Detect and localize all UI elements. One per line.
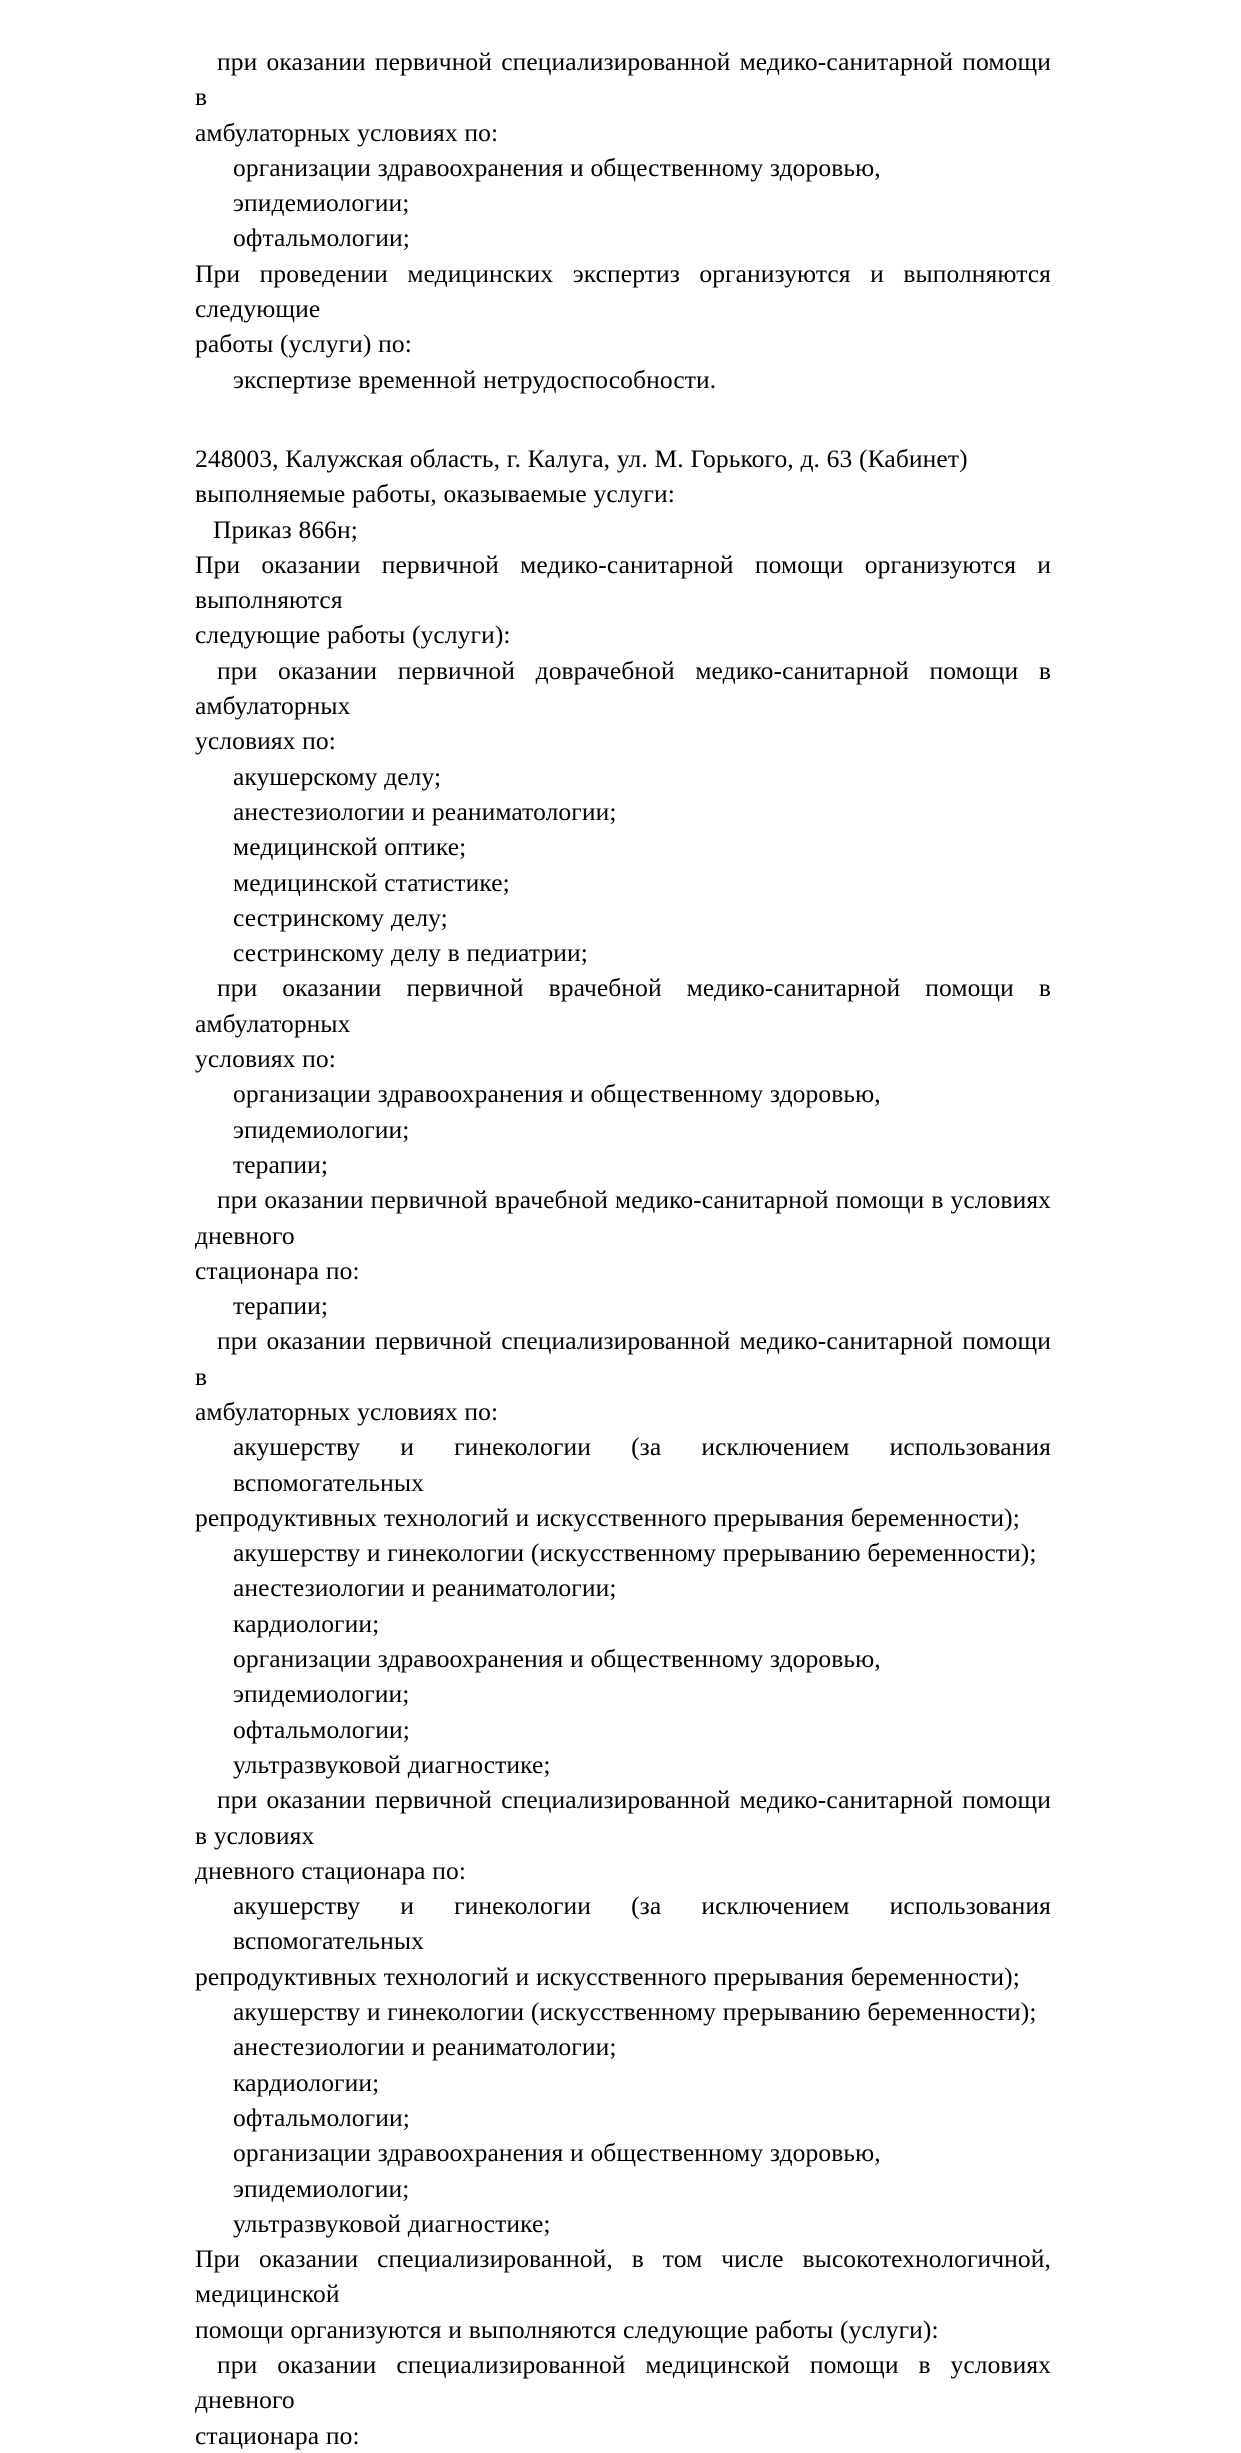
paragraph-primary-care-intro: [195, 547, 1051, 618]
paragraph-physician-outpatient-cont: [195, 1041, 1051, 1076]
list-item-medical-optics: [195, 829, 1051, 864]
section-primary-care: [195, 547, 1051, 2241]
text-line: следующие работы (услуги):: [195, 620, 511, 650]
text-line: акушерскому делу;: [233, 761, 442, 791]
text-line: при оказании первичной специализированной медико-санитарной помощи в: [195, 1326, 1051, 1391]
text-line: организации здравоохранения и общественному здоровью, эпидемиологии;: [233, 1644, 881, 1709]
list-item-health-org-epidemiology: [195, 150, 1051, 221]
paragraph-pre-medical-outpatient: [195, 653, 1051, 724]
text-line: терапии;: [233, 1149, 329, 1179]
list-item-therapy-2: [195, 1288, 1051, 1323]
list-item-obstetrics-gynecology-abortion-2: [195, 1994, 1051, 2029]
list-item-obstetrics-gynecology-excl-2-cont: [195, 1959, 1051, 1994]
text-line: экспертизе временной нетрудоспособности.: [233, 364, 717, 394]
text-line: кардиологии;: [233, 1608, 380, 1638]
text-line: стационара по:: [195, 1255, 360, 1285]
works-services-subtitle: [195, 476, 1051, 511]
paragraph-specialized-hightech-intro: [195, 2241, 1051, 2312]
text-line: При оказании первичной медико-санитарной помощи организуются и выполняются: [195, 549, 1051, 615]
text-line: репродуктивных технологий и искусственного прерывания беременности);: [195, 1961, 1020, 1991]
paragraph-pre-medical-outpatient-cont: [195, 723, 1051, 758]
text-line: медицинской оптике;: [233, 832, 467, 862]
list-item-health-org-epidemiology-2: [195, 1076, 1051, 1147]
text-line: При оказании специализированной, в том числе высокотехнологичной, медицинской: [195, 2244, 1051, 2309]
paragraph-physician-day-hospital: [195, 1182, 1051, 1253]
text-line: сестринскому делу;: [233, 902, 448, 932]
text-line: ультразвуковой диагностике;: [233, 1749, 551, 1779]
text-line: работы (услуги) по:: [195, 329, 412, 359]
text-line: акушерству и гинекологии (искусственному прерыванию беременности);: [233, 1538, 1037, 1568]
text-line: акушерству и гинекологии (искусственному прерыванию беременности);: [233, 1997, 1037, 2027]
text-line: при оказании первичной врачебной медико-санитарной помощи в условиях дневного: [195, 1185, 1051, 1250]
text-line: при оказании первичной доврачебной медико-санитарной помощи в амбулаторных: [195, 655, 1051, 721]
list-item-anesthesiology-resuscitation: [195, 794, 1051, 829]
list-item-obstetrics-gynecology-excl-cont: [195, 1500, 1051, 1535]
text-line: при оказании первичной специализированной медико-санитарной помощи в: [195, 47, 1051, 112]
paragraph-primary-specialized-outpatient-cont: [195, 115, 1051, 150]
list-item-temporary-disability-expertise: [195, 362, 1051, 397]
text-line: сестринскому делу в педиатрии;: [233, 938, 588, 968]
paragraph-primary-specialized-outpatient: [195, 44, 1051, 115]
text-line: организации здравоохранения и общественному здоровью, эпидемиологии;: [233, 1079, 881, 1144]
paragraph-specialized-hightech-intro-cont: [195, 2312, 1051, 2347]
section-specialized-care: [195, 2241, 1051, 2453]
list-item-medical-statistics: [195, 865, 1051, 900]
text-line: Приказ 866н;: [213, 514, 358, 544]
list-item-cardiology-2: [195, 2065, 1051, 2100]
text-line: офтальмологии;: [233, 2102, 410, 2132]
paragraph-physician-outpatient: [195, 970, 1051, 1041]
text-line: помощи организуются и выполняются следующие работы (услуги):: [195, 2314, 939, 2344]
list-item-ultrasound-diagnostics-2: [195, 2206, 1051, 2241]
paragraph-specialized-day-hospital: [195, 1782, 1051, 1853]
text-line: стационара по:: [195, 2420, 360, 2450]
text-line: акушерству и гинекологии (за исключением использования вспомогательных: [233, 1432, 1051, 1497]
paragraph-primary-care-intro-cont: [195, 617, 1051, 652]
list-item-pediatric-nursing: [195, 935, 1051, 970]
list-item-obstetrics-gynecology-excl: [195, 1429, 1051, 1500]
list-item-cardiology: [195, 1606, 1051, 1641]
paragraph-physician-day-hospital-cont: [195, 1253, 1051, 1288]
text-line: организации здравоохранения и общественному здоровью, эпидемиологии;: [233, 2138, 881, 2203]
paragraph-specialized-day-hospital-2-cont: [195, 2418, 1051, 2453]
text-line: амбулаторных условиях по:: [195, 1396, 499, 1426]
text-line: при оказании первичной специализированной медико-санитарной помощи в условиях: [195, 1785, 1051, 1850]
text-line: 248003, Калужская область, г. Калуга, ул. М. Горького, д. 63 (Кабинет): [195, 443, 968, 473]
text-line: условиях по:: [195, 726, 336, 756]
text-line: условиях по:: [195, 1044, 336, 1074]
text-line: При проведении медицинских экспертиз организуются и выполняются следующие: [195, 258, 1051, 324]
section-address: [195, 441, 1051, 547]
text-line: дневного стационара по:: [195, 1855, 467, 1885]
list-item-nursing: [195, 900, 1051, 935]
list-item-therapy: [195, 1147, 1051, 1182]
list-item-ultrasound-diagnostics: [195, 1747, 1051, 1782]
text-line: организации здравоохранения и общественному здоровью, эпидемиологии;: [233, 152, 881, 218]
text-line: анестезиологии и реаниматологии;: [233, 1573, 617, 1603]
text-line: при оказании первичной врачебной медико-санитарной помощи в амбулаторных: [195, 973, 1051, 1038]
list-item-health-org-epidemiology-4: [195, 2135, 1051, 2206]
list-item-midwifery: [195, 759, 1051, 794]
list-item-obstetrics-gynecology-excl-2: [195, 1888, 1051, 1959]
text-line: терапии;: [233, 1291, 329, 1321]
list-item-health-org-epidemiology-3: [195, 1641, 1051, 1712]
paragraph-medical-expertise: [195, 256, 1051, 327]
text-line: анестезиологии и реаниматологии;: [233, 796, 617, 826]
section-spacer: [195, 397, 1051, 441]
list-item-anesthesiology-resuscitation-2: [195, 1570, 1051, 1605]
list-item-ophthalmology-2: [195, 1712, 1051, 1747]
list-item-anesthesiology-resuscitation-3: [195, 2029, 1051, 2064]
paragraph-specialized-day-hospital-cont: [195, 1853, 1051, 1888]
section-continued: [195, 44, 1051, 397]
text-line: офтальмологии;: [233, 223, 410, 253]
address-line: [195, 441, 1051, 476]
text-line: амбулаторных условиях по:: [195, 117, 499, 147]
list-item-ophthalmology: [195, 220, 1051, 255]
list-item-obstetrics-gynecology-abortion: [195, 1535, 1051, 1570]
paragraph-specialized-day-hospital-2: [195, 2347, 1051, 2418]
text-line: репродуктивных технологий и искусственного прерывания беременности);: [195, 1502, 1020, 1532]
text-line: акушерству и гинекологии (за исключением использования вспомогательных: [233, 1891, 1051, 1956]
text-line: выполняемые работы, оказываемые услуги:: [195, 479, 675, 509]
paragraph-specialized-outpatient: [195, 1323, 1051, 1394]
paragraph-specialized-outpatient-cont: [195, 1394, 1051, 1429]
text-line: кардиологии;: [233, 2067, 380, 2097]
text-line: медицинской статистике;: [233, 867, 510, 897]
text-line: анестезиологии и реаниматологии;: [233, 2032, 617, 2062]
list-item-ophthalmology-3: [195, 2100, 1051, 2135]
text-line: офтальмологии;: [233, 1714, 410, 1744]
paragraph-medical-expertise-cont: [195, 326, 1051, 361]
order-number-line: [195, 512, 1051, 547]
text-line: ультразвуковой диагностике;: [233, 2208, 551, 2238]
text-line: при оказании специализированной медицинской помощи в условиях дневного: [195, 2350, 1051, 2415]
